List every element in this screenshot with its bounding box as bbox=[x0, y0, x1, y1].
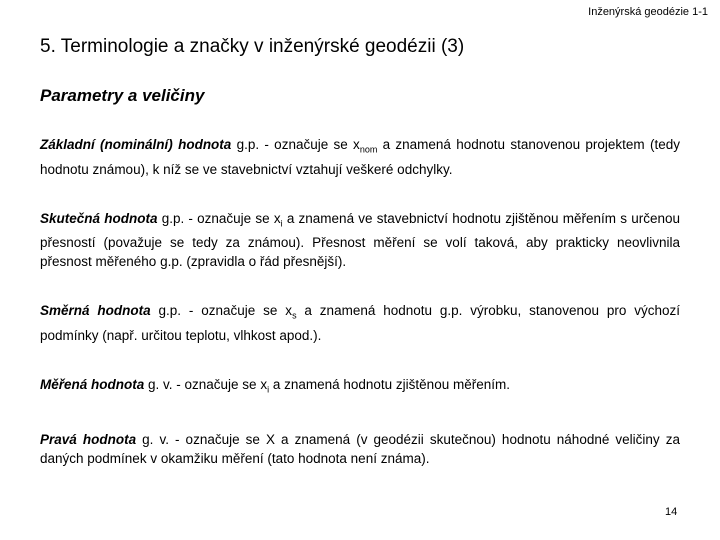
definition-true-value bbox=[40, 430, 680, 468]
definition-text: g. v. - označuje se x bbox=[144, 377, 268, 393]
definitions-list bbox=[40, 135, 680, 498]
definition-text: g. v. - označuje se X a znamená (v geodézii skutečnou) hodnotu náhodné veličiny za daných podmínek v okamžiku měření (tato hodnota není známa). bbox=[40, 431, 680, 466]
definition-nominal-value bbox=[40, 135, 680, 179]
definition-text: a znamená hodnotu g.p. výrobku, stanovenou pro výchozí podmínky (např. určitou teplotu, vlhkost apod.). bbox=[40, 303, 680, 344]
slide-title: 5. Terminologie a značky v inženýrské geodézii (3) bbox=[40, 36, 465, 57]
definition-text: g.p. - označuje se x bbox=[150, 303, 293, 319]
term: Pravá hodnota bbox=[40, 431, 137, 447]
symbol-subscript: nom bbox=[359, 144, 378, 155]
running-header: Inženýrská geodézie 1-1 bbox=[588, 6, 708, 18]
symbol-subscript: i bbox=[267, 384, 270, 395]
definition-reference-value bbox=[40, 301, 680, 345]
definition-text: g.p. - označuje se x bbox=[157, 210, 281, 226]
symbol-subscript: i bbox=[280, 218, 283, 229]
term: Skutečná hodnota bbox=[40, 210, 158, 226]
definition-measured-value bbox=[40, 375, 680, 400]
definition-text: a znamená ve stavebnictví hodnotu zjištěnou měřením s určenou přesností (považuje se tedy za známou). Přesnost měření se volí taková, aby prakticky neovlivnila přesnost měřeného g.p. (zpravidla o řád přesnější). bbox=[40, 210, 680, 270]
definition-actual-value bbox=[40, 209, 680, 272]
definition-text: a znamená hodnotu zjištěnou měřením. bbox=[269, 377, 510, 393]
term: Měřená hodnota bbox=[40, 377, 145, 393]
page-number: 14 bbox=[665, 506, 678, 518]
section-subtitle: Parametry a veličiny bbox=[40, 86, 205, 105]
term: Směrná hodnota bbox=[40, 303, 151, 319]
definition-text: a znamená hodnotu stanovenou projektem (tedy hodnotu známou), k níž se ve stavebnictví vztahují veškeré odchylky. bbox=[40, 137, 680, 177]
symbol-subscript: s bbox=[292, 311, 297, 322]
definition-text: g.p. - označuje se x bbox=[231, 137, 360, 152]
term: Základní (nominální) hodnota bbox=[40, 137, 232, 152]
